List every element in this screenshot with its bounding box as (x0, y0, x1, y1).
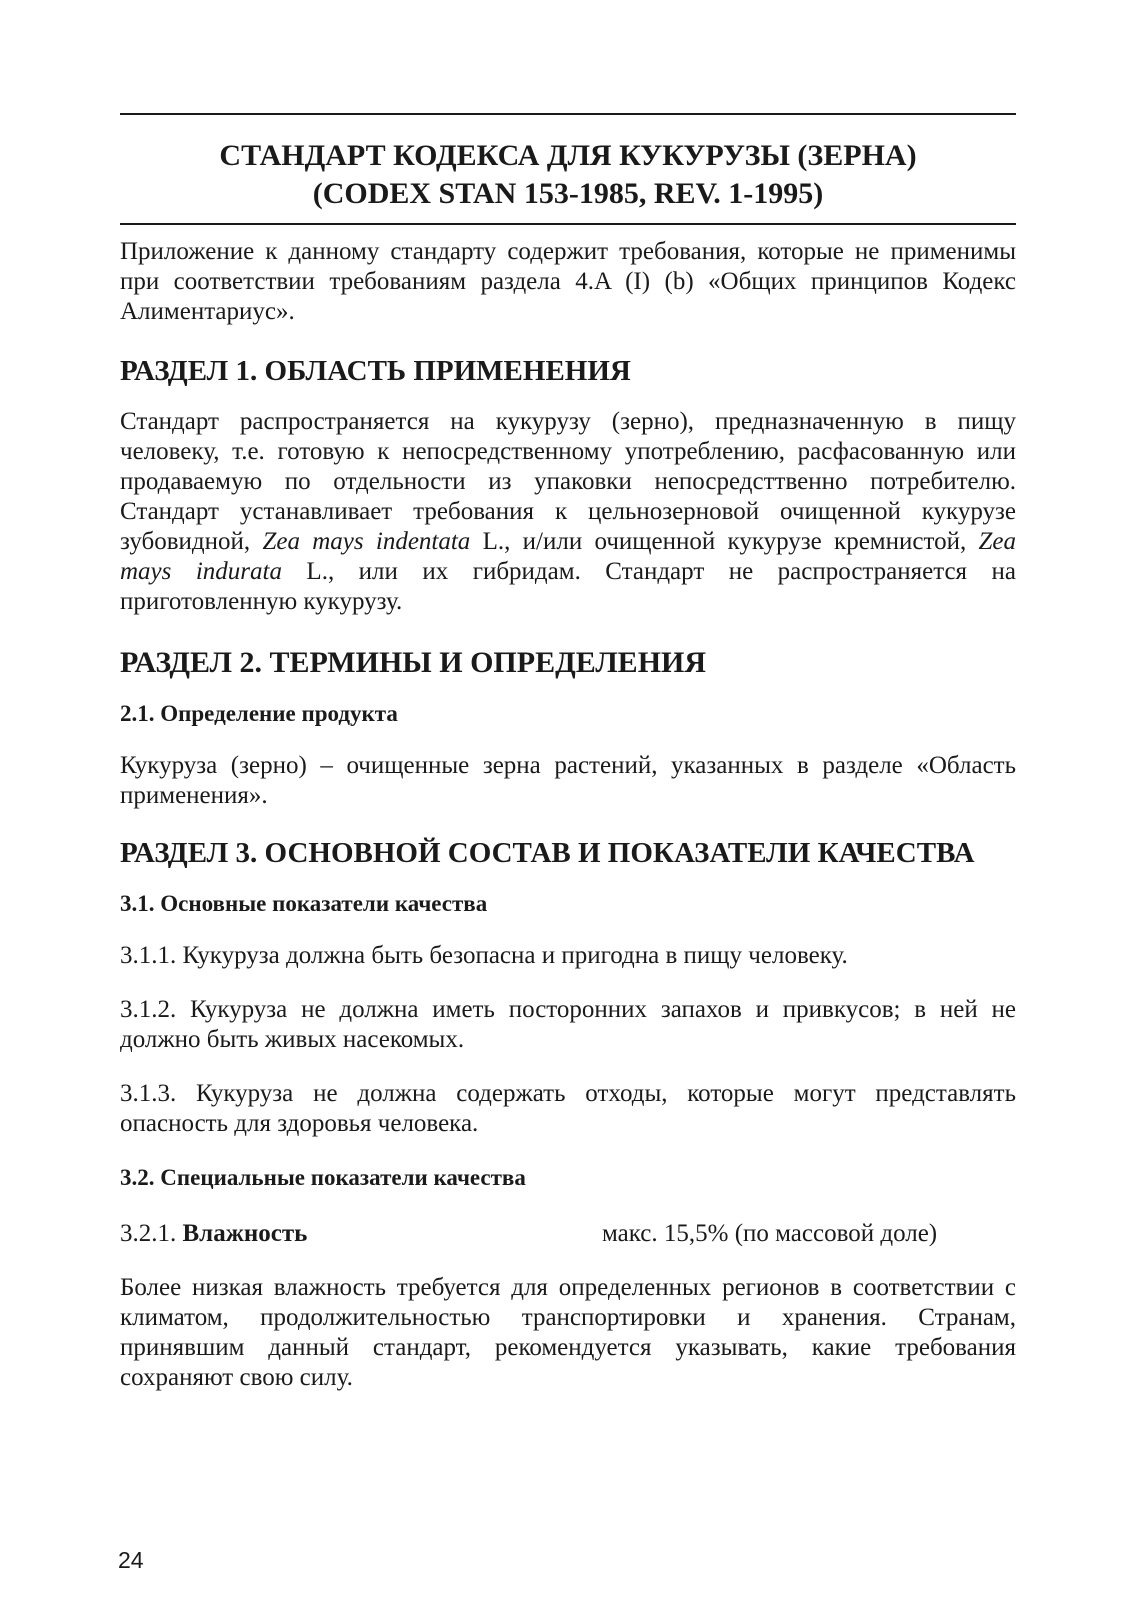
title-underline-rule (120, 223, 1016, 225)
item-3-2-1-row (120, 1219, 1016, 1249)
item-3-2-1-label: Влажность (182, 1220, 308, 1247)
subsection-2-1-text: Кукуруза (зерно) – очищенные зерна растений, указанных в разделе «Область применения». (120, 752, 1016, 809)
item-3-2-1-number: 3.2.1. (120, 1220, 183, 1247)
item-3-1-1: 3.1.1. Кукуруза должна быть безопасна и пригодна в пищу человеку. (120, 942, 848, 969)
item-3-2-1-label-cell (120, 1219, 602, 1249)
section-1-heading: РАЗДЕЛ 1. ОБЛАСТЬ ПРИМЕНЕНИЯ (120, 355, 631, 387)
item-3-2-1-value: макс. 15,5% (по массовой доле) (602, 1220, 938, 1247)
title-line-1: СТАНДАРТ КОДЕКСА ДЛЯ КУКУРУЗЫ (ЗЕРНА) (219, 139, 917, 172)
subsection-3-1-heading: 3.1. Основные показатели качества (120, 891, 488, 916)
subsection-3-2-heading: 3.2. Специальные показатели качества (120, 1165, 526, 1190)
page-number: 24 (118, 1547, 144, 1573)
moisture-note-paragraph: Более низкая влажность требуется для определенных регионов в соответствии с климатом, продолжительностью транспортировки и хранения. Странам, принявшим данный стандарт, рекомендуется указывать, какие требования сохраняют свою силу. (120, 1274, 1016, 1391)
page-content (120, 113, 1016, 1393)
title-line-2: (CODEX STAN 153-1985, REV. 1-1995) (312, 177, 824, 210)
species-name-2: Zea mays indurata (120, 528, 1016, 585)
item-3-1-3: 3.1.3. Кукуруза не должна содержать отходы, которые могут представлять опасность для здоровья человека. (120, 1080, 1016, 1137)
section-2-heading: РАЗДЕЛ 2. ТЕРМИНЫ И ОПРЕДЕЛЕНИЯ (120, 646, 707, 679)
item-3-1-2: 3.1.2. Кукуруза не должна иметь посторонних запахов и привкусов; в ней не должно быть живых насекомых. (120, 996, 1016, 1053)
section-3-heading: РАЗДЕЛ 3. ОСНОВНОЙ СОСТАВ И ПОКАЗАТЕЛИ КАЧЕСТВА (120, 837, 975, 869)
section-1-text-part-2: L., и/или очищенной кукурузе кремнистой, (470, 528, 979, 555)
section-1-text-part-1: Стандарт распространяется на кукурузу (зерно), предназначенную в пищу человеку, т.е. готовую к непосредственному употреблению, расфасованную или продаваемую по отдельности из упаковки непосредсттвенно потребителю. Стандарт устанавливает требования к цельнозерновой очищенной кукурузе зубовидной, (120, 408, 1016, 555)
subsection-2-1-heading: 2.1. Определение продукта (120, 701, 398, 726)
section-1-text (120, 407, 1016, 617)
section-1-text-part-3: L., или их гибридам. Стандарт не распространяется на приготовленную кукурузу. (120, 558, 1016, 615)
intro-paragraph: Приложение к данному стандарту содержит требования, которые не применимы при соответствии требованиям раздела 4.A (I) (b) «Общих принципов Кодекс Алиментариус». (120, 238, 1016, 325)
document-title (120, 115, 1016, 223)
species-name-1: Zea mays indentata (262, 528, 471, 555)
